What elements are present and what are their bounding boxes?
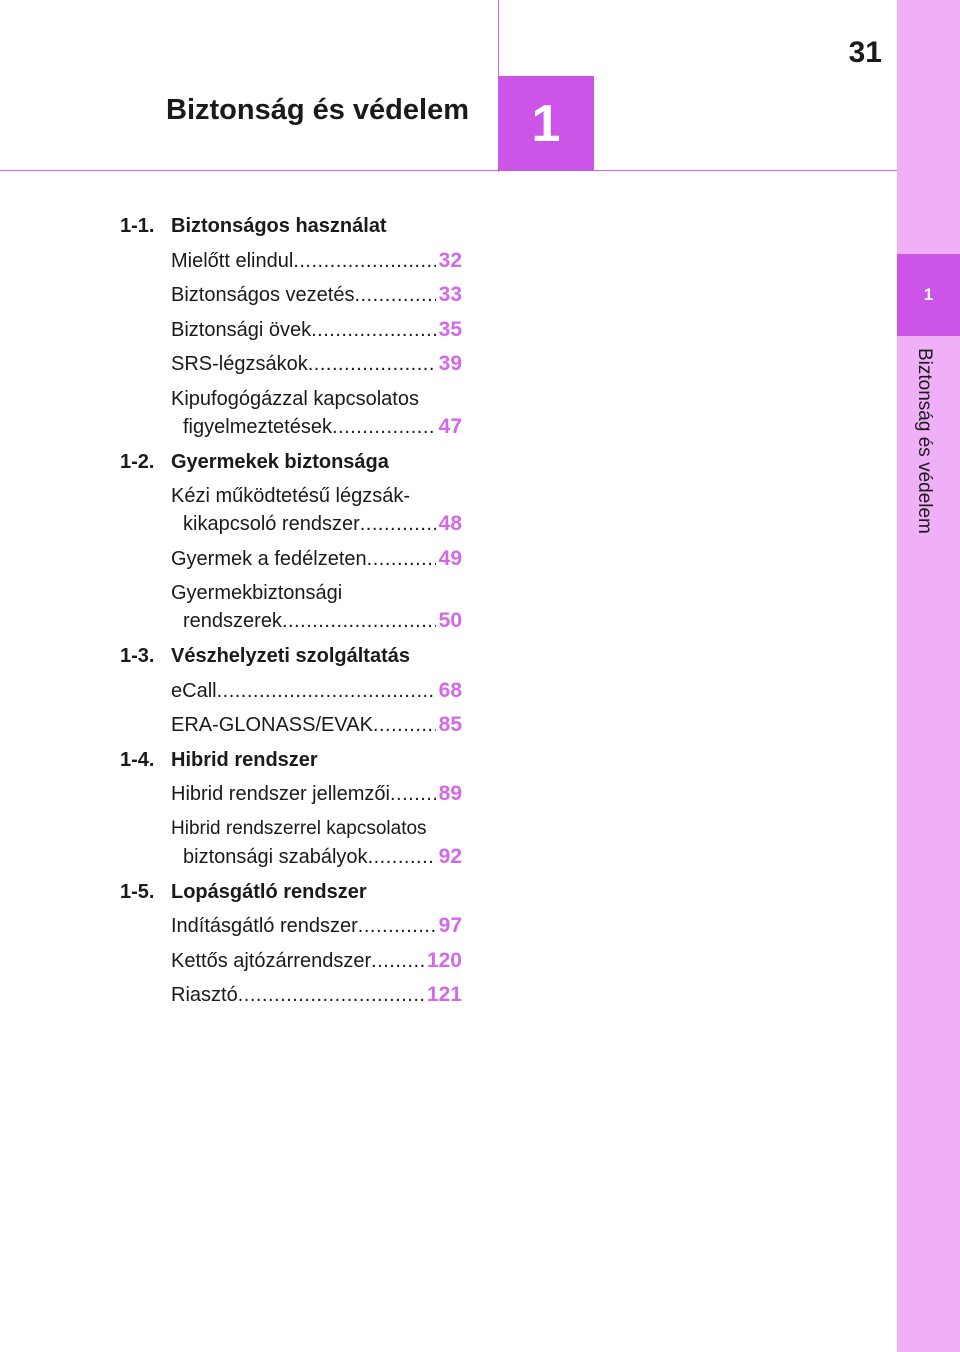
toc-entry[interactable] — [120, 579, 462, 635]
entry-title-line1: Kipufogógázzal kapcsolatos — [171, 387, 419, 410]
section-title: Vészhelyzeti szolgáltatás — [171, 644, 410, 667]
page-number: 31 — [848, 36, 882, 69]
leader-dots — [238, 981, 424, 1009]
entry-title: Hibrid rendszer jellemzői — [171, 783, 390, 806]
toc-entry[interactable] — [120, 482, 462, 538]
leader-dots — [311, 316, 436, 344]
toc-entry[interactable] — [120, 947, 462, 975]
page-reference[interactable]: 35 — [438, 317, 462, 341]
page-reference[interactable]: 33 — [438, 283, 462, 307]
entry-title-line1: Kézi működtetésű légzsák- — [171, 485, 411, 508]
page-reference[interactable]: 32 — [438, 248, 462, 272]
page-reference[interactable]: 48 — [438, 512, 462, 536]
page-reference[interactable]: 97 — [438, 914, 462, 938]
toc-entry[interactable] — [120, 912, 462, 940]
section-number: 1-5. — [120, 880, 155, 903]
toc-section-1-1 — [120, 212, 462, 240]
leader-dots — [371, 947, 424, 975]
page-reference[interactable]: 85 — [438, 713, 462, 737]
entry-title: Biztonsági övek — [171, 318, 312, 341]
entry-title: biztonsági szabályok — [183, 845, 368, 868]
toc-entry[interactable] — [120, 247, 462, 275]
leader-dots — [358, 912, 436, 940]
leader-dots — [332, 413, 436, 441]
entry-title: eCall — [171, 679, 217, 702]
page-reference[interactable]: 39 — [438, 352, 462, 376]
chapter-number-box — [498, 76, 594, 171]
entry-title: Mielőtt elindul — [171, 249, 294, 272]
page-reference[interactable]: 47 — [438, 414, 462, 438]
toc-section-1-4 — [120, 746, 462, 774]
entry-title: kikapcsoló rendszer — [183, 513, 360, 536]
chapter-side-tab-label: 1 — [923, 285, 934, 304]
leader-dots — [308, 350, 436, 378]
leader-dots — [293, 247, 435, 275]
leader-dots — [368, 843, 436, 871]
chapter-side-title: Biztonság és védelem — [914, 348, 935, 534]
entry-title: Riasztó — [171, 984, 238, 1007]
leader-dots — [390, 780, 436, 808]
side-strip — [897, 0, 960, 1352]
page-reference[interactable]: 121 — [426, 983, 462, 1007]
leader-dots — [217, 677, 436, 705]
section-title: Lopásgátló rendszer — [171, 880, 367, 903]
entry-title: Kettős ajtózárrendszer — [171, 949, 372, 972]
page-reference[interactable]: 49 — [438, 546, 462, 570]
toc-entry[interactable] — [120, 780, 462, 808]
toc-entry[interactable] — [120, 316, 462, 344]
section-number: 1-1. — [120, 215, 155, 237]
leader-dots — [354, 281, 435, 309]
chapter-title: Biztonság és védelem — [166, 94, 469, 126]
leader-dots — [373, 711, 436, 739]
page-reference[interactable]: 89 — [438, 782, 462, 806]
toc-entry[interactable] — [120, 711, 462, 739]
entry-title: Biztonságos vezetés — [171, 284, 355, 307]
section-number: 1-4. — [120, 748, 155, 771]
section-title: Biztonságos használat — [171, 215, 387, 237]
toc-section-1-2 — [120, 448, 462, 476]
entry-title: SRS-légzsákok — [171, 353, 308, 376]
page-reference[interactable]: 50 — [438, 609, 462, 633]
leader-dots — [367, 545, 436, 573]
leader-dots — [282, 607, 436, 635]
section-title: Hibrid rendszer — [171, 748, 318, 771]
header-horizontal-divider — [0, 170, 897, 171]
toc-entry[interactable] — [120, 981, 462, 1009]
page-reference[interactable]: 92 — [438, 844, 462, 868]
chapter-side-tab[interactable] — [897, 254, 960, 336]
entry-title: Indításgátló rendszer — [171, 915, 358, 938]
toc-entry[interactable] — [120, 677, 462, 705]
toc-section-1-5 — [120, 878, 462, 906]
page-reference[interactable]: 68 — [438, 678, 462, 702]
entry-title: rendszerek — [183, 610, 282, 633]
toc-entry[interactable] — [120, 815, 462, 871]
toc-section-1-3 — [120, 642, 462, 670]
toc-entry[interactable] — [120, 545, 462, 573]
entry-title: Gyermek a fedélzeten — [171, 547, 367, 570]
toc-entry[interactable] — [120, 385, 462, 441]
leader-dots — [360, 510, 436, 538]
section-number: 1-3. — [120, 644, 155, 667]
entry-title-line1: Gyermekbiztonsági — [171, 582, 343, 605]
toc-entry[interactable] — [120, 350, 462, 378]
chapter-number: 1 — [531, 94, 561, 153]
entry-title-line1: Hibrid rendszerrel kapcsolatos — [171, 817, 427, 839]
section-number: 1-2. — [120, 450, 155, 473]
entry-title: figyelmeztetések — [183, 415, 332, 438]
table-of-contents — [120, 212, 462, 1009]
toc-entry[interactable] — [120, 281, 462, 309]
page-reference[interactable]: 120 — [426, 948, 462, 972]
entry-title: ERA-GLONASS/EVAK — [171, 714, 373, 737]
section-title: Gyermekek biztonsága — [171, 450, 389, 473]
